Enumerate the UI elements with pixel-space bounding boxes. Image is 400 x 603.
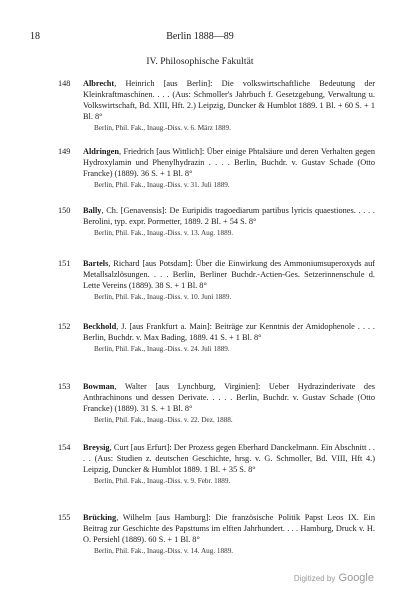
entry-citation [83,442,375,475]
entry-text: , Richard [aus Potsdam]: Über die Einwirkung des Ammoniumsuperoxyds auf Metallsalzlösungen. . . . Berlin, Berliner Buchdr.-Actien-Ges. Setzerinnenschule d. Lette Vereins (1889). 38 S. + 1 Bl. 8° [83,259,375,290]
watermark-prefix: Digitized by [293,574,336,583]
entry-author: Beckhold [83,322,117,331]
entry-153 [58,381,375,425]
entry-number: 152 [58,322,71,331]
entry-dissertation-note: Berlin, Phil. Fak., Inaug.-Diss. v. 31. Juli 1889. [94,181,230,189]
entry-dissertation-note: Berlin, Phil. Fak., Inaug.-Diss. v. 6. März 1889. [94,124,231,132]
section-title: IV. Philosophische Fakultät [146,57,254,67]
entry-author: Bartels [83,259,109,268]
entry-text: , J. [aus Frankfurt a. Main]: Beiträge zur Kenntnis der Amidophenole . . . . Berlin, Buchdr. v. Max Bading, 1889. 41 S. + 1 Bl. 8° [83,322,375,342]
entry-number: 155 [58,513,71,522]
entry-citation [83,258,375,291]
entry-citation [83,205,375,227]
entry-149 [58,146,375,190]
entry-150 [58,205,375,238]
entry-text: , Walter [aus Lynchburg, Virginien]: Ueber Hydrazinderivate des Anthrachinons und dessen Derivate. . . . . Berlin, Buchdr. v. Gustav Schade (Otto Francke) (1889). 31 S. + 1 Bl. 8° [83,382,375,413]
entry-148 [58,78,375,133]
entry-dissertation-note: Berlin, Phil. Fak., Inaug.-Diss. v. 22. Dez. 1888. [94,416,233,424]
entry-citation [83,321,375,343]
page-number: 18 [30,31,40,42]
google-logo: Google [338,572,374,584]
entry-author: Bowman [83,382,115,391]
entry-author: Breysig [83,443,110,452]
entry-151 [58,258,375,302]
digitized-watermark [294,572,374,584]
entry-text: , Curt [aus Erfurt]: Der Prozess gegen Eberhard Danckelmann. Ein Abschnitt . . . . (Aus: Studien z. deutschen Geschichte, hrsg. v. G. Schmoller, Bd. VIII, Hft 4.) Leipzig, Duncker & Humblot 1889. 1 Bl. + 35 S. 8° [83,443,375,474]
entry-number: 153 [58,382,71,391]
entry-citation [83,512,375,545]
entry-citation [83,381,375,414]
entry-152 [58,321,375,354]
entry-dissertation-note: Berlin, Phil. Fak., Inaug.-Diss. v. 14. Aug. 1889. [94,547,234,555]
entry-text: , Wilhelm [aus Hamburg]: Die französische Politik Papst Leos IX. Ein Beitrag zur Geschichte des Papsttums im elften Jahrhundert. . . . Hamburg, Druck v. H. O. Persiehl (1889). 60 S. + 1 Bl. 8° [83,513,375,544]
entry-dissertation-note: Berlin, Phil. Fak., Inaug.-Diss. v. 13. Aug. 1889. [94,229,234,237]
entry-author: Albrecht [83,79,115,88]
entry-citation [83,78,375,122]
page-header [30,31,370,43]
entry-dissertation-note: Berlin, Phil. Fak., Inaug.-Diss. v. 9. Febr. 1889. [94,477,231,485]
entry-number: 154 [58,443,71,452]
entry-text: , Friedrich [aus Wittlich]: Über einige Phtalsäure und deren Verhalten gegen Hydroxylamin und Phenylhydrazin . . . . Berlin, Buchdr. v. Gustav Schade (Otto Francke) (1889). 36 S. + 1 Bl. 8° [83,147,375,178]
entry-dissertation-note: Berlin, Phil. Fak., Inaug.-Diss. v. 24. Juli 1889. [94,345,230,353]
entry-text: , Heinrich [aus Berlin]: Die volkswirtschaftliche Bedeutung der Kleinkraftmaschinen. . . . (Aus: Schmoller's Jahrbuch f. Gesetzgebung, Verwaltung u. Volkswirtschaft, Bd. XIII, Hft. 2.) Leipzig, Duncker & Humblot 1889. 1 Bl. + 60 S. + 1 Bl. 8° [83,79,375,121]
entry-author: Brücking [83,513,117,522]
entry-155 [58,512,375,556]
entry-dissertation-note: Berlin, Phil. Fak., Inaug.-Diss. v. 10. Juni 1889. [94,293,232,301]
entry-number: 148 [58,79,71,88]
running-head: Berlin 1888—89 [166,31,234,42]
entry-number: 149 [58,147,71,156]
entry-citation [83,146,375,179]
entry-number: 151 [58,259,71,268]
entry-author: Bally [83,206,102,215]
entry-number: 150 [58,206,71,215]
entry-text: , Ch. [Genavensis]: De Euripidis tragoediarum partibus lyricis quaestiones. . . . . Berolini, typ. expr. Pormetter, 1889. 2 Bl. + 54 S. 8° [83,206,375,226]
entry-author: Aldringen [83,147,119,156]
entry-154 [58,442,375,486]
